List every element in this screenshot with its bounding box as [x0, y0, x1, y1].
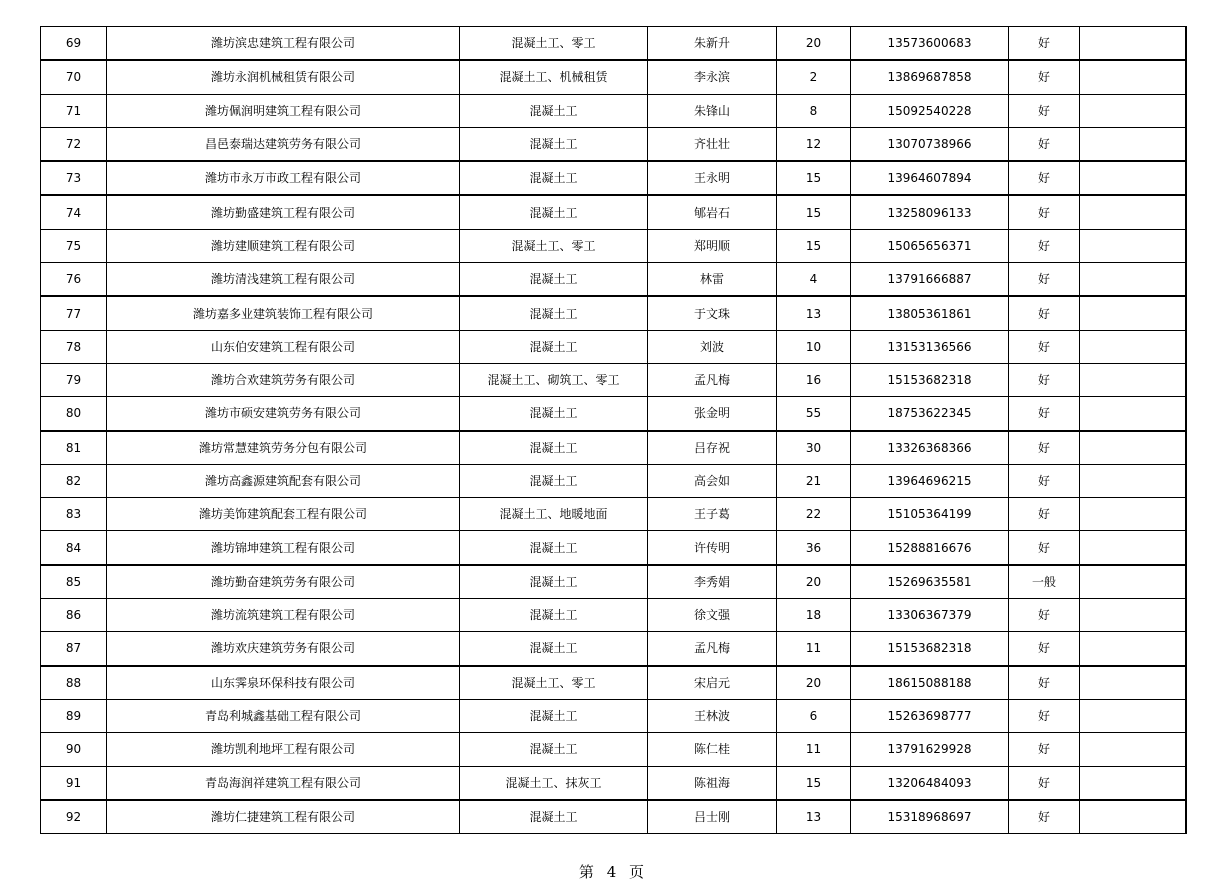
note-cell	[1080, 565, 1186, 599]
rating-cell: 好	[1009, 666, 1080, 700]
work-type-cell: 混凝土工	[460, 296, 648, 330]
company-name-cell: 潍坊滨忠建筑工程有限公司	[107, 27, 460, 61]
work-type-cell: 混凝土工	[460, 599, 648, 632]
table-row	[41, 498, 1186, 531]
phone-number-cell: 13869687858	[851, 60, 1009, 94]
note-cell	[1080, 699, 1186, 732]
row-number-cell: 78	[41, 330, 107, 363]
row-number-cell: 91	[41, 766, 107, 800]
row-number-cell: 74	[41, 195, 107, 229]
phone-number-cell: 15065656371	[851, 229, 1009, 262]
phone-number-cell: 15153682318	[851, 363, 1009, 396]
rating-cell: 好	[1009, 363, 1080, 396]
worker-count-cell: 15	[777, 229, 851, 262]
note-cell	[1080, 127, 1186, 161]
rating-cell: 好	[1009, 229, 1080, 262]
note-cell	[1080, 161, 1186, 195]
worker-count-cell: 12	[777, 127, 851, 161]
row-number-cell: 70	[41, 60, 107, 94]
work-type-cell: 混凝土工	[460, 330, 648, 363]
company-name-cell: 昌邑泰瑞达建筑劳务有限公司	[107, 127, 460, 161]
work-type-cell: 混凝土工	[460, 195, 648, 229]
work-type-cell: 混凝土工	[460, 733, 648, 766]
company-name-cell: 潍坊嘉多业建筑装饰工程有限公司	[107, 296, 460, 330]
row-number-cell: 87	[41, 632, 107, 666]
note-cell	[1080, 27, 1186, 61]
contractor-table	[40, 26, 1187, 834]
work-type-cell: 混凝土工	[460, 531, 648, 565]
note-cell	[1080, 666, 1186, 700]
work-type-cell: 混凝土工	[460, 699, 648, 732]
worker-count-cell: 30	[777, 431, 851, 465]
rating-cell: 好	[1009, 330, 1080, 363]
note-cell	[1080, 531, 1186, 565]
note-cell	[1080, 632, 1186, 666]
phone-number-cell: 15263698777	[851, 699, 1009, 732]
contact-person-cell: 孟凡梅	[648, 632, 777, 666]
table-row	[41, 599, 1186, 632]
note-cell	[1080, 464, 1186, 497]
company-name-cell: 潍坊建顺建筑工程有限公司	[107, 229, 460, 262]
row-number-cell: 76	[41, 263, 107, 297]
contact-person-cell: 张金明	[648, 397, 777, 431]
company-name-cell: 潍坊勤奋建筑劳务有限公司	[107, 565, 460, 599]
worker-count-cell: 13	[777, 800, 851, 834]
row-number-cell: 77	[41, 296, 107, 330]
work-type-cell: 混凝土工	[460, 94, 648, 127]
table-row	[41, 565, 1186, 599]
phone-number-cell: 13070738966	[851, 127, 1009, 161]
work-type-cell: 混凝土工、地暖地面	[460, 498, 648, 531]
rating-cell: 好	[1009, 161, 1080, 195]
company-name-cell: 潍坊常慧建筑劳务分包有限公司	[107, 431, 460, 465]
work-type-cell: 混凝土工	[460, 464, 648, 497]
phone-number-cell: 13206484093	[851, 766, 1009, 800]
worker-count-cell: 20	[777, 565, 851, 599]
contact-person-cell: 吕士刚	[648, 800, 777, 834]
note-cell	[1080, 263, 1186, 297]
table-row	[41, 229, 1186, 262]
worker-count-cell: 11	[777, 632, 851, 666]
rating-cell: 好	[1009, 733, 1080, 766]
page-suffix: 页	[629, 863, 645, 881]
work-type-cell: 混凝土工、机械租赁	[460, 60, 648, 94]
work-type-cell: 混凝土工	[460, 263, 648, 297]
company-name-cell: 潍坊凯利地坪工程有限公司	[107, 733, 460, 766]
worker-count-cell: 22	[777, 498, 851, 531]
work-type-cell: 混凝土工、零工	[460, 229, 648, 262]
phone-number-cell: 15288816676	[851, 531, 1009, 565]
row-number-cell: 81	[41, 431, 107, 465]
company-name-cell: 潍坊锦坤建筑工程有限公司	[107, 531, 460, 565]
company-name-cell: 潍坊高鑫源建筑配套有限公司	[107, 464, 460, 497]
rating-cell: 好	[1009, 296, 1080, 330]
row-number-cell: 84	[41, 531, 107, 565]
table-row	[41, 733, 1186, 766]
rating-cell: 好	[1009, 127, 1080, 161]
worker-count-cell: 15	[777, 195, 851, 229]
contact-person-cell: 王林波	[648, 699, 777, 732]
phone-number-cell: 13326368366	[851, 431, 1009, 465]
note-cell	[1080, 229, 1186, 262]
contact-person-cell: 高会如	[648, 464, 777, 497]
row-number-cell: 72	[41, 127, 107, 161]
table-row	[41, 296, 1186, 330]
row-number-cell: 88	[41, 666, 107, 700]
row-number-cell: 75	[41, 229, 107, 262]
note-cell	[1080, 397, 1186, 431]
contact-person-cell: 许传明	[648, 531, 777, 565]
contact-person-cell: 李永滨	[648, 60, 777, 94]
contact-person-cell: 刘波	[648, 330, 777, 363]
phone-number-cell: 18615088188	[851, 666, 1009, 700]
table-row	[41, 60, 1186, 94]
rating-cell: 好	[1009, 599, 1080, 632]
company-name-cell: 潍坊美饰建筑配套工程有限公司	[107, 498, 460, 531]
work-type-cell: 混凝土工、抹灰工	[460, 766, 648, 800]
table-row	[41, 800, 1186, 834]
contact-person-cell: 陈仁桂	[648, 733, 777, 766]
rating-cell: 好	[1009, 632, 1080, 666]
work-type-cell: 混凝土工	[460, 397, 648, 431]
company-name-cell: 潍坊合欢建筑劳务有限公司	[107, 363, 460, 396]
rating-cell: 好	[1009, 397, 1080, 431]
rating-cell: 好	[1009, 766, 1080, 800]
row-number-cell: 69	[41, 27, 107, 61]
company-name-cell: 山东伯安建筑工程有限公司	[107, 330, 460, 363]
rating-cell: 好	[1009, 498, 1080, 531]
note-cell	[1080, 800, 1186, 834]
rating-cell: 好	[1009, 531, 1080, 565]
contact-person-cell: 朱锋山	[648, 94, 777, 127]
note-cell	[1080, 498, 1186, 531]
contact-person-cell: 于文珠	[648, 296, 777, 330]
row-number-cell: 80	[41, 397, 107, 431]
company-name-cell: 青岛利城鑫基础工程有限公司	[107, 699, 460, 732]
work-type-cell: 混凝土工	[460, 632, 648, 666]
company-name-cell: 潍坊市硕安建筑劳务有限公司	[107, 397, 460, 431]
rating-cell: 好	[1009, 94, 1080, 127]
worker-count-cell: 13	[777, 296, 851, 330]
contact-person-cell: 徐文强	[648, 599, 777, 632]
work-type-cell: 混凝土工	[460, 431, 648, 465]
worker-count-cell: 55	[777, 397, 851, 431]
row-number-cell: 83	[41, 498, 107, 531]
worker-count-cell: 8	[777, 94, 851, 127]
phone-number-cell: 13258096133	[851, 195, 1009, 229]
phone-number-cell: 13964696215	[851, 464, 1009, 497]
row-number-cell: 90	[41, 733, 107, 766]
company-name-cell: 潍坊勤盛建筑工程有限公司	[107, 195, 460, 229]
table-row	[41, 195, 1186, 229]
company-name-cell: 青岛海润祥建筑工程有限公司	[107, 766, 460, 800]
table-row	[41, 27, 1186, 61]
rating-cell: 好	[1009, 60, 1080, 94]
note-cell	[1080, 94, 1186, 127]
contact-person-cell: 宋启元	[648, 666, 777, 700]
table-row	[41, 699, 1186, 732]
work-type-cell: 混凝土工	[460, 127, 648, 161]
worker-count-cell: 11	[777, 733, 851, 766]
phone-number-cell: 15092540228	[851, 94, 1009, 127]
contact-person-cell: 孟凡梅	[648, 363, 777, 396]
note-cell	[1080, 599, 1186, 632]
table-row	[41, 666, 1186, 700]
row-number-cell: 85	[41, 565, 107, 599]
company-name-cell: 潍坊永润机械租赁有限公司	[107, 60, 460, 94]
phone-number-cell: 13791629928	[851, 733, 1009, 766]
company-name-cell: 潍坊仁捷建筑工程有限公司	[107, 800, 460, 834]
table-row	[41, 464, 1186, 497]
phone-number-cell: 13791666887	[851, 263, 1009, 297]
worker-count-cell: 21	[777, 464, 851, 497]
phone-number-cell: 18753622345	[851, 397, 1009, 431]
note-cell	[1080, 363, 1186, 396]
note-cell	[1080, 733, 1186, 766]
work-type-cell: 混凝土工	[460, 161, 648, 195]
worker-count-cell: 6	[777, 699, 851, 732]
table-row	[41, 330, 1186, 363]
rating-cell: 好	[1009, 263, 1080, 297]
table-row	[41, 632, 1186, 666]
row-number-cell: 86	[41, 599, 107, 632]
note-cell	[1080, 766, 1186, 800]
contact-person-cell: 王永明	[648, 161, 777, 195]
row-number-cell: 82	[41, 464, 107, 497]
contact-person-cell: 郇岩石	[648, 195, 777, 229]
table-body	[41, 27, 1186, 834]
page-prefix: 第	[578, 863, 594, 881]
phone-number-cell: 15318968697	[851, 800, 1009, 834]
contact-person-cell: 朱新升	[648, 27, 777, 61]
contact-person-cell: 吕存祝	[648, 431, 777, 465]
work-type-cell: 混凝土工	[460, 565, 648, 599]
company-name-cell: 潍坊市永万市政工程有限公司	[107, 161, 460, 195]
table-row	[41, 431, 1186, 465]
table-row	[41, 363, 1186, 396]
phone-number-cell: 15269635581	[851, 565, 1009, 599]
rating-cell: 好	[1009, 800, 1080, 834]
note-cell	[1080, 296, 1186, 330]
rating-cell: 一般	[1009, 565, 1080, 599]
rating-cell: 好	[1009, 195, 1080, 229]
phone-number-cell: 15153682318	[851, 632, 1009, 666]
worker-count-cell: 36	[777, 531, 851, 565]
table-row	[41, 127, 1186, 161]
note-cell	[1080, 431, 1186, 465]
page-number: 4	[606, 863, 617, 881]
worker-count-cell: 2	[777, 60, 851, 94]
contact-person-cell: 齐壮壮	[648, 127, 777, 161]
company-name-cell: 潍坊流筑建筑工程有限公司	[107, 599, 460, 632]
contact-person-cell: 王子葛	[648, 498, 777, 531]
contact-person-cell: 李秀娟	[648, 565, 777, 599]
worker-count-cell: 15	[777, 766, 851, 800]
contact-person-cell: 林雷	[648, 263, 777, 297]
worker-count-cell: 10	[777, 330, 851, 363]
note-cell	[1080, 60, 1186, 94]
rating-cell: 好	[1009, 431, 1080, 465]
company-name-cell: 潍坊佩润明建筑工程有限公司	[107, 94, 460, 127]
company-name-cell: 潍坊欢庆建筑劳务有限公司	[107, 632, 460, 666]
table-row	[41, 531, 1186, 565]
phone-number-cell: 13306367379	[851, 599, 1009, 632]
rating-cell: 好	[1009, 464, 1080, 497]
table-row	[41, 94, 1186, 127]
rating-cell: 好	[1009, 699, 1080, 732]
table-row	[41, 263, 1186, 297]
company-name-cell: 山东霁泉环保科技有限公司	[107, 666, 460, 700]
row-number-cell: 73	[41, 161, 107, 195]
worker-count-cell: 20	[777, 666, 851, 700]
table-row	[41, 161, 1186, 195]
table-row	[41, 766, 1186, 800]
note-cell	[1080, 195, 1186, 229]
company-name-cell: 潍坊清浅建筑工程有限公司	[107, 263, 460, 297]
note-cell	[1080, 330, 1186, 363]
contact-person-cell: 郑明顺	[648, 229, 777, 262]
worker-count-cell: 15	[777, 161, 851, 195]
work-type-cell: 混凝土工	[460, 800, 648, 834]
row-number-cell: 71	[41, 94, 107, 127]
row-number-cell: 89	[41, 699, 107, 732]
contact-person-cell: 陈祖海	[648, 766, 777, 800]
work-type-cell: 混凝土工、零工	[460, 666, 648, 700]
rating-cell: 好	[1009, 27, 1080, 61]
phone-number-cell: 13573600683	[851, 27, 1009, 61]
phone-number-cell: 15105364199	[851, 498, 1009, 531]
row-number-cell: 79	[41, 363, 107, 396]
worker-count-cell: 18	[777, 599, 851, 632]
phone-number-cell: 13964607894	[851, 161, 1009, 195]
page-number-footer	[0, 862, 1223, 882]
worker-count-cell: 4	[777, 263, 851, 297]
phone-number-cell: 13805361861	[851, 296, 1009, 330]
work-type-cell: 混凝土工、零工	[460, 27, 648, 61]
phone-number-cell: 13153136566	[851, 330, 1009, 363]
table-row	[41, 397, 1186, 431]
worker-count-cell: 20	[777, 27, 851, 61]
row-number-cell: 92	[41, 800, 107, 834]
work-type-cell: 混凝土工、砌筑工、零工	[460, 363, 648, 396]
worker-count-cell: 16	[777, 363, 851, 396]
